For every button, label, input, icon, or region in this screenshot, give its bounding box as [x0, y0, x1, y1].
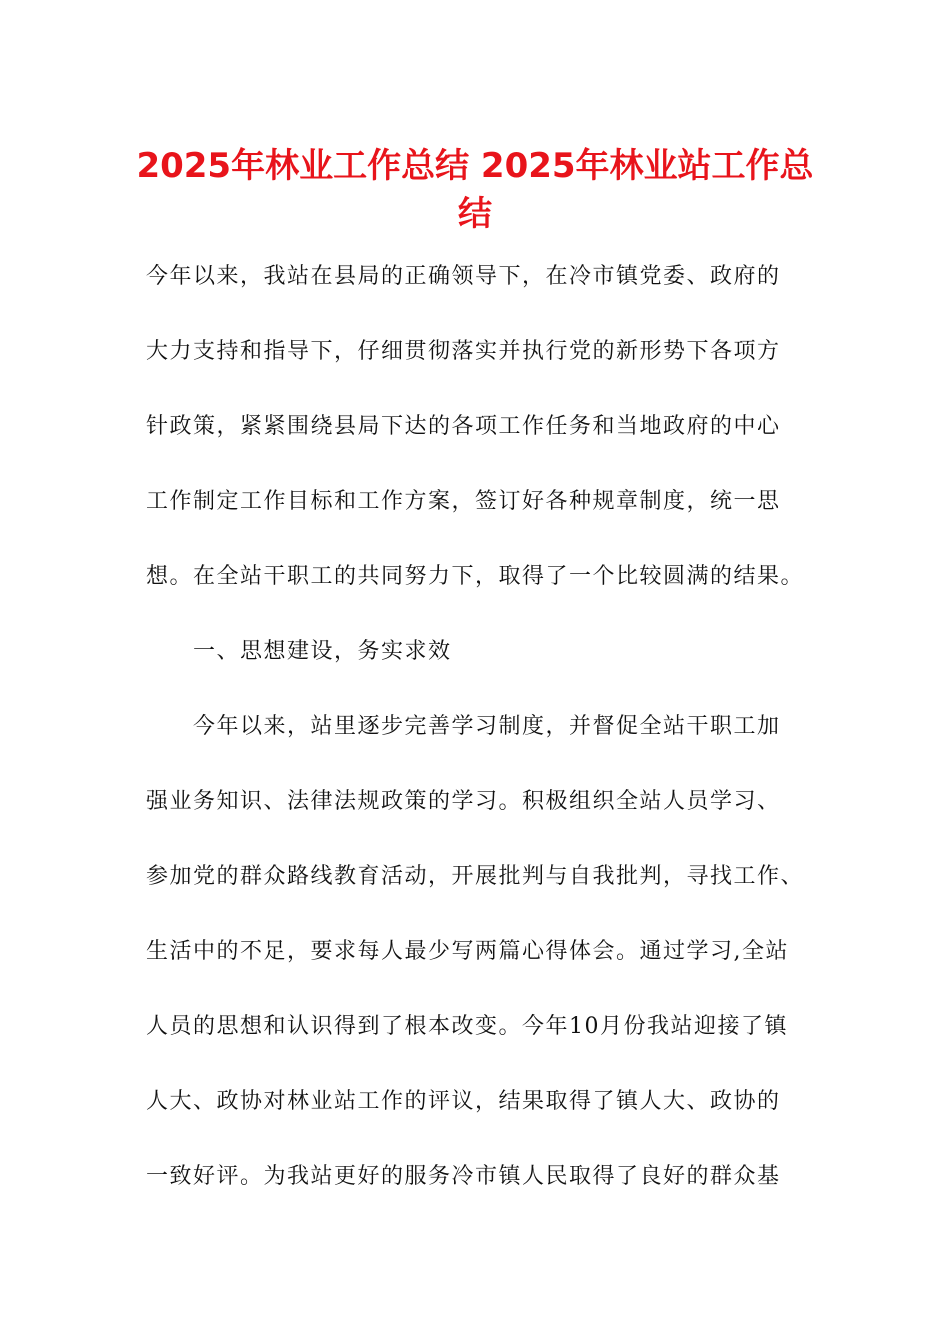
- body-line: 大力支持和指导下，仔细贯彻落实并执行党的新形势下各项方: [146, 339, 781, 364]
- body-line: 参加党的群众路线教育活动，开展批判与自我批判，寻找工作、: [146, 864, 805, 889]
- title-line-1: 2025年林业工作总结 2025年林业站工作总: [136, 146, 814, 186]
- body-line: 一致好评。为我站更好的服务冷市镇人民取得了良好的群众基: [146, 1164, 781, 1189]
- body-line: 生活中的不足，要求每人最少写两篇心得体会。通过学习,全站: [146, 939, 789, 964]
- body-line: 工作制定工作目标和工作方案，签订好各种规章制度，统一思: [146, 489, 781, 514]
- title-line-2: 结: [458, 194, 492, 234]
- section-heading: 一、思想建设，务实求效: [146, 639, 452, 664]
- body-line: 想。在全站干职工的共同努力下，取得了一个比较圆满的结果。: [146, 564, 805, 589]
- body-line: 人员的思想和认识得到了根本改变。今年10月份我站迎接了镇: [146, 1014, 788, 1039]
- body-line: 今年以来，站里逐步完善学习制度，并督促全站干职工加: [146, 714, 781, 739]
- document-body: [146, 262, 810, 1237]
- body-line: 针政策，紧紧围绕县局下达的各项工作任务和当地政府的中心: [146, 414, 781, 439]
- document-title: [120, 142, 830, 238]
- body-line: 今年以来，我站在县局的正确领导下，在冷市镇党委、政府的: [146, 264, 781, 289]
- body-line: 人大、政协对林业站工作的评议，结果取得了镇人大、政协的: [146, 1089, 781, 1114]
- body-line: 强业务知识、法律法规政策的学习。积极组织全站人员学习、: [146, 789, 781, 814]
